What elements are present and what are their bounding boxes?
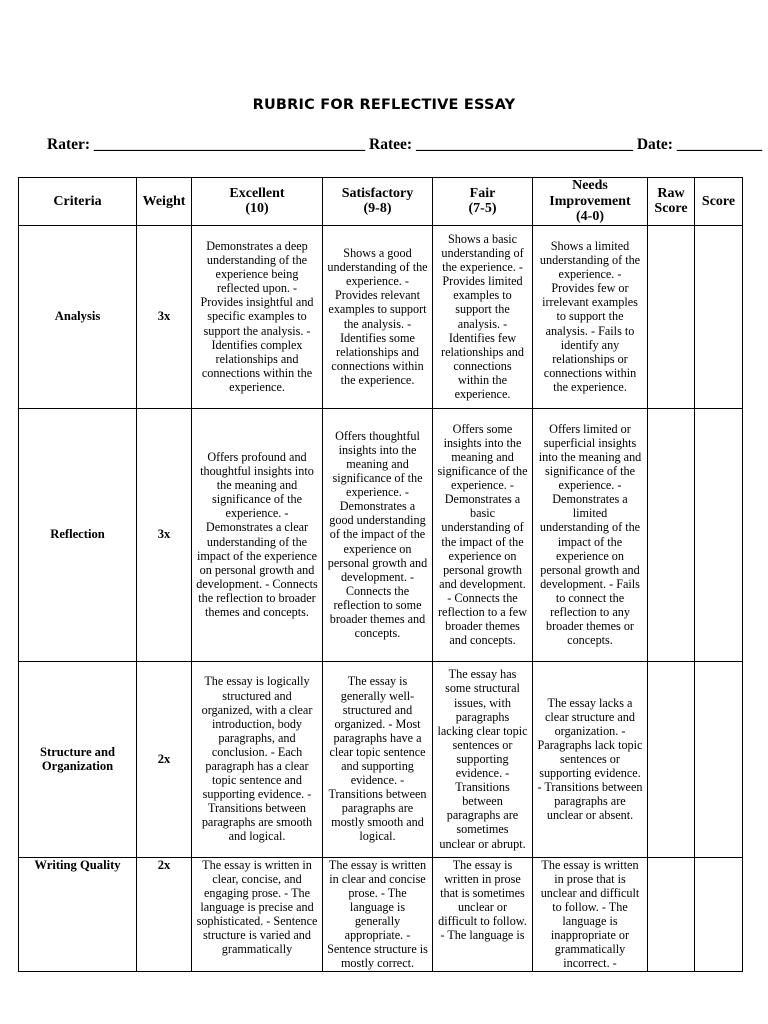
raw-score-cell[interactable] [648,661,695,857]
header-needs-improvement [533,178,648,226]
header-weight: Weight [137,178,192,226]
weight-cell: 2x [137,857,192,971]
fair-cell: The essay is written in prose that is sometimes unclear or difficult to follow. - The language is [433,857,533,971]
score-cell[interactable] [695,225,743,408]
header-excellent-label: Excellent [229,185,285,201]
score-cell[interactable] [695,661,743,857]
header-fair-range: (7-5) [468,201,497,217]
header-criteria: Criteria [19,178,137,226]
excellent-cell: Demonstrates a deep understanding of the experience being reflected upon. - Provides insightful and specific examples to support the analysis. - Identifies complex relationships and connections within the experience. [192,225,323,408]
criteria-cell: Reflection [19,408,137,661]
table-header-row [19,178,743,226]
table-row [19,225,743,408]
excellent-cell: Offers profound and thoughtful insights into the meaning and significance of the experience. - Demonstrates a clear understanding of the impact of the experience on personal growth and development. - Connects the reflection to broader themes and concepts. [192,408,323,661]
needs-improvement-cell: Shows a limited understanding of the experience. - Provides few or irrelevant examples to support the analysis. - Fails to identify any relationships or connections within the experience. [533,225,648,408]
rater-info-line [47,136,763,154]
header-satisfactory [323,178,433,226]
excellent-cell: The essay is written in clear, concise, and engaging prose. - The language is precise and sophisticated. - Sentence structure is varied and grammatically [192,857,323,971]
score-cell[interactable] [695,857,743,971]
date-blank: ___________ [676,136,763,153]
ratee-label: Ratee: [369,136,413,153]
header-satisfactory-range: (9-8) [363,201,392,217]
satisfactory-cell: Shows a good understanding of the experience. - Provides relevant examples to support the analysis. - Identifies some relationships and connections within the experience. [323,225,433,408]
header-raw-score: Raw Score [648,178,695,226]
header-excellent [192,178,323,226]
excellent-cell: The essay is logically structured and organized, with a clear introduction, body paragraphs, and conclusion. - Each paragraph has a clear topic sentence and supporting evidence. - Transitions between paragraphs are smooth and logical. [192,661,323,857]
weight-cell: 3x [137,408,192,661]
satisfactory-cell: Offers thoughtful insights into the meaning and significance of the experience. - Demonstrates a good understanding of the impact of the experience on personal growth and development. - Connects the reflection to some broader themes and concepts. [323,408,433,661]
raw-score-cell[interactable] [648,408,695,661]
fair-cell: Shows a basic understanding of the experience. - Provides limited examples to support the analysis. - Identifies few relationships and connections within the experience. [433,225,533,408]
needs-improvement-cell: The essay is written in prose that is unclear and difficult to follow. - The language is inappropriate or grammatically incorrect. - [533,857,648,971]
needs-improvement-cell: The essay lacks a clear structure and organization. - Paragraphs lack topic sentences or supporting evidence. - Transitions between paragraphs are unclear or absent. [533,661,648,857]
raw-score-cell[interactable] [648,857,695,971]
table-row [19,408,743,661]
header-needs-improvement-label: Needs Improvement [549,178,631,209]
fair-cell: Offers some insights into the meaning and significance of the experience. - Demonstrates a basic understanding of the impact of the experience on personal growth and development. - Connects the reflection to a few broader themes and concepts. [433,408,533,661]
header-satisfactory-label: Satisfactory [341,185,414,201]
score-cell[interactable] [695,408,743,661]
rubric-table [18,177,743,972]
rater-blank: ___________________________________ [93,136,366,153]
satisfactory-cell: The essay is written in clear and concise prose. - The language is generally appropriate. - Sentence structure is mostly correct. [323,857,433,971]
criteria-cell: Writing Quality [19,857,137,971]
criteria-cell: Analysis [19,225,137,408]
needs-improvement-cell: Offers limited or superficial insights into the meaning and significance of the experience. - Demonstrates a limited understanding of the impact of the experience on personal growth and development. - Fails to connect the reflection to any broader themes or concepts. [533,408,648,661]
document-title: RUBRIC FOR REFLECTIVE ESSAY [252,97,516,113]
table-row [19,857,743,971]
weight-cell: 2x [137,661,192,857]
header-score: Score [695,178,743,226]
satisfactory-cell: The essay is generally well-structured and organized. - Most paragraphs have a clear topic sentence and supporting evidence. - Transitions between paragraphs are mostly smooth and logical. [323,661,433,857]
fair-cell: The essay has some structural issues, with paragraphs lacking clear topic sentences or supporting evidence. - Transitions between paragraphs are sometimes unclear or abrupt. [433,661,533,857]
header-needs-improvement-range: (4-0) [576,209,604,224]
weight-cell: 3x [137,225,192,408]
ratee-blank: ____________________________ [415,136,633,153]
date-label: Date: [636,136,673,153]
header-excellent-range: (10) [245,201,269,217]
criteria-cell: Structure and Organization [19,661,137,857]
header-fair [433,178,533,226]
header-fair-label: Fair [469,185,496,201]
rater-label: Rater: [47,136,91,153]
table-row [19,661,743,857]
raw-score-cell[interactable] [648,225,695,408]
